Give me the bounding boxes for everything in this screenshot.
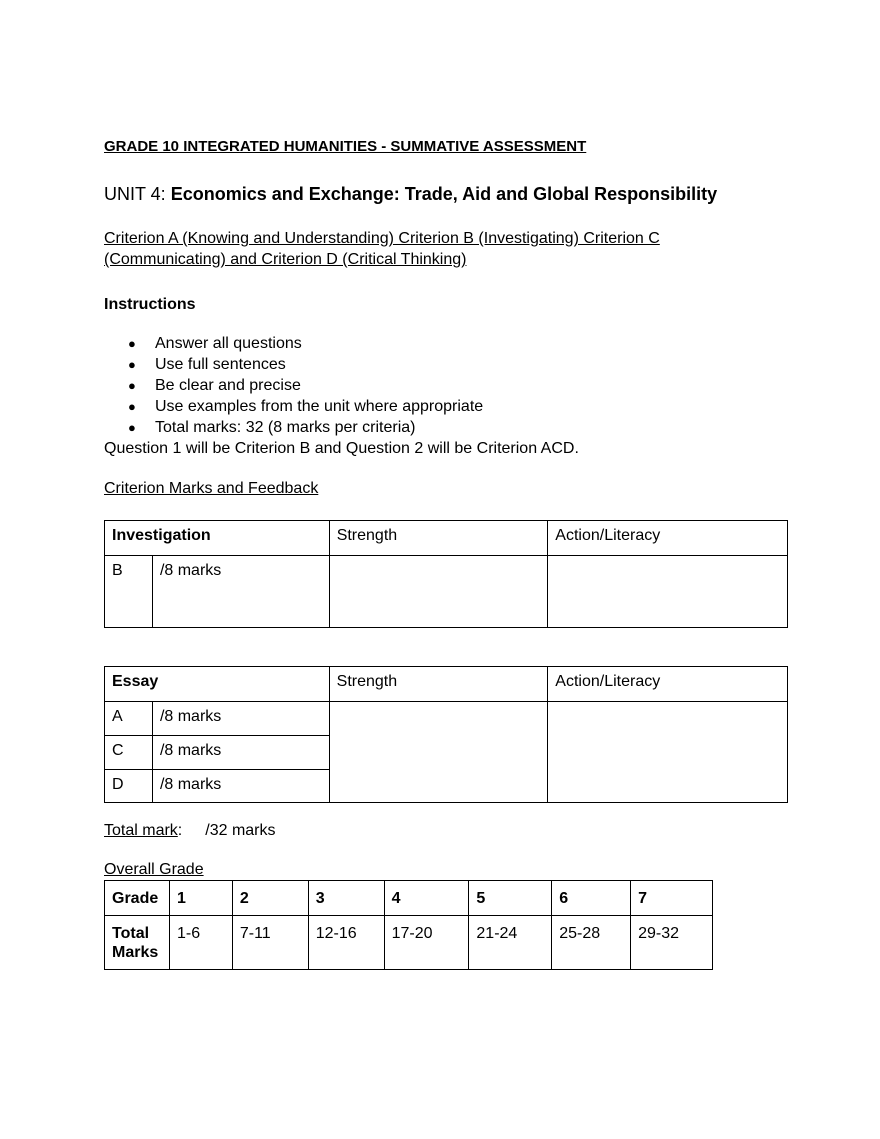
range-cell: 25-28 [552, 916, 631, 970]
range-cell: 17-20 [384, 916, 469, 970]
list-item: ● Use examples from the unit where appropriate [104, 396, 483, 417]
unit-name: Economics and Exchange: Trade, Aid and Global Responsibility [170, 184, 718, 204]
marks-cell: /8 marks [152, 770, 329, 803]
total-mark-value: /32 marks [205, 822, 276, 839]
grade-row [105, 881, 713, 916]
table-header-row [105, 667, 788, 702]
unit-heading [104, 184, 717, 205]
grade-cell: 7 [631, 881, 713, 916]
criterion-cell: D [105, 770, 153, 803]
strength-cell[interactable] [329, 556, 548, 628]
instructions-list [104, 333, 483, 438]
question-note: Question 1 will be Criterion B and Question 2 will be Criterion ACD. [104, 440, 579, 457]
marks-cell: /8 marks [152, 702, 329, 736]
strength-cell[interactable] [329, 702, 548, 803]
grade-cell: 4 [384, 881, 469, 916]
action-literacy-cell[interactable] [548, 556, 788, 628]
range-cell: 21-24 [469, 916, 552, 970]
criteria-line: Criterion A (Knowing and Understanding) Criterion B (Investigating) Criterion C (Communicating) and Criterion D (Critical Thinking) [104, 230, 660, 268]
grade-cell: 1 [169, 881, 232, 916]
document-title: GRADE 10 INTEGRATED HUMANITIES - SUMMATIVE ASSESSMENT [104, 138, 587, 155]
total-mark [104, 822, 276, 840]
grade-cell: 5 [469, 881, 552, 916]
instructions-heading: Instructions [104, 296, 196, 313]
action-literacy-header: Action/Literacy [548, 521, 788, 556]
criterion-cell: C [105, 736, 153, 770]
total-marks-row [105, 916, 713, 970]
total-mark-colon: : [177, 822, 183, 839]
grade-cell: 6 [552, 881, 631, 916]
strength-header: Strength [329, 521, 548, 556]
marks-cell: /8 marks [152, 736, 329, 770]
unit-prefix: UNIT 4: [104, 184, 171, 204]
marks-cell: /8 marks [152, 556, 329, 628]
table-row [105, 702, 788, 736]
investigation-header: Investigation [105, 521, 330, 556]
action-literacy-cell[interactable] [548, 702, 788, 803]
overall-grade-heading: Overall Grade [104, 861, 204, 878]
action-literacy-header: Action/Literacy [548, 667, 788, 702]
list-item: ● Be clear and precise [104, 375, 483, 396]
essay-header: Essay [105, 667, 330, 702]
range-cell: 7-11 [232, 916, 308, 970]
criterion-cell: B [105, 556, 153, 628]
grade-cell: 3 [308, 881, 384, 916]
list-item: ● Use full sentences [104, 354, 483, 375]
range-cell: 12-16 [308, 916, 384, 970]
range-cell: 29-32 [631, 916, 713, 970]
investigation-table [104, 520, 788, 628]
grade-cell: 2 [232, 881, 308, 916]
list-item: ● Total marks: 32 (8 marks per criteria) [104, 417, 483, 438]
overall-grade-table [104, 880, 713, 970]
criterion-cell: A [105, 702, 153, 736]
strength-header: Strength [329, 667, 548, 702]
total-mark-label: Total mark [104, 822, 178, 839]
criterion-marks-heading: Criterion Marks and Feedback [104, 480, 319, 497]
grade-row-label: Grade [105, 881, 170, 916]
list-item: ● Answer all questions [104, 333, 483, 354]
essay-table [104, 666, 788, 803]
total-marks-row-label: Total Marks [105, 916, 170, 970]
range-cell: 1-6 [169, 916, 232, 970]
table-row [105, 556, 788, 628]
table-header-row [105, 521, 788, 556]
